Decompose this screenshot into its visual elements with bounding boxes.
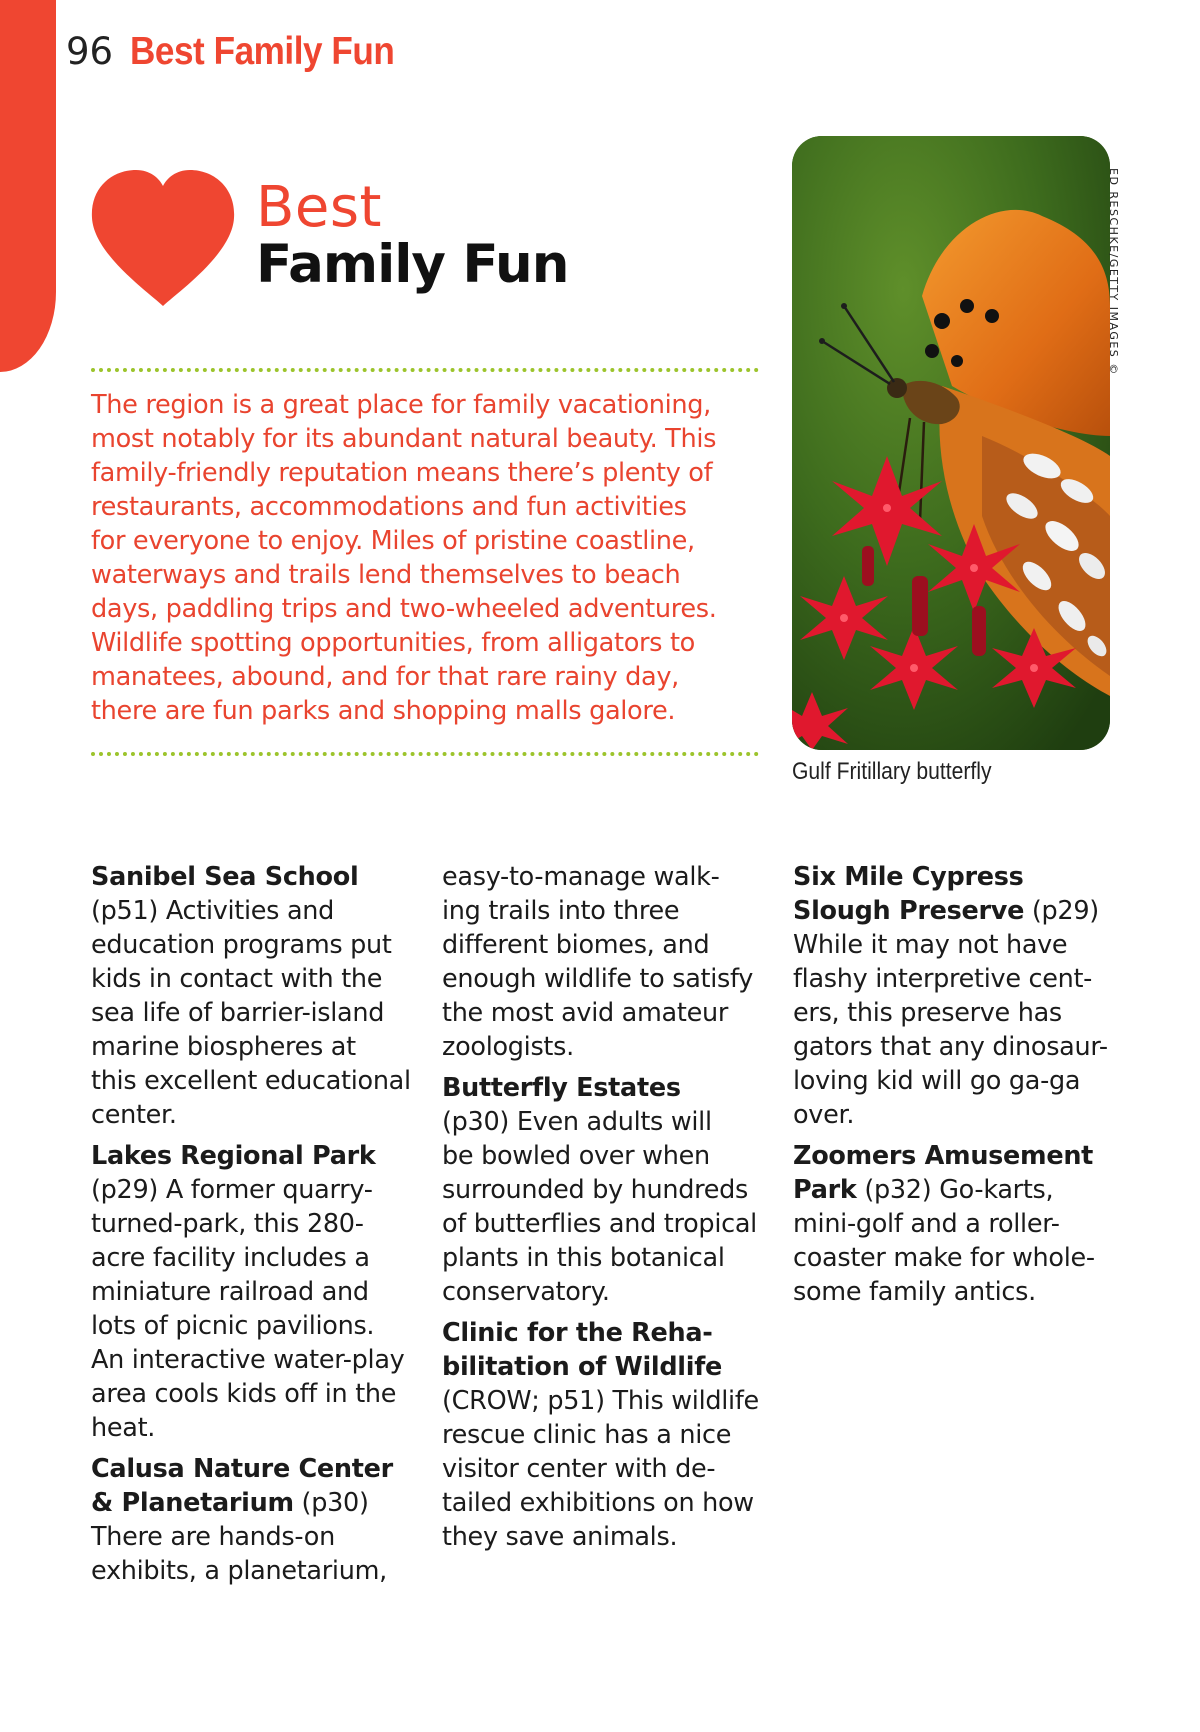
hero-title xyxy=(256,175,569,295)
divider-bottom xyxy=(91,752,759,756)
listing-line xyxy=(793,1139,1123,1173)
listing-line xyxy=(91,1275,431,1309)
venue-description: acre facility includes a xyxy=(91,1243,370,1273)
listing-column-1 xyxy=(91,860,431,1588)
venue-description: ers, this preserve has xyxy=(793,998,1062,1028)
listing-line xyxy=(442,1384,792,1418)
venue-name: Six Mile Cypress xyxy=(793,862,1024,892)
divider-top xyxy=(91,368,759,372)
venue-description: ing trails into three xyxy=(442,896,680,926)
intro-line: manatees, abound, and for that rare rainy day, xyxy=(91,662,679,692)
venue-description: over. xyxy=(793,1100,855,1130)
listing-line xyxy=(793,1241,1123,1275)
venue-description: gators that any dinosaur- xyxy=(793,1032,1108,1062)
page-number: 96 xyxy=(66,30,114,73)
listing-line xyxy=(91,860,431,894)
venue-description: area cools kids off in the xyxy=(91,1379,397,1409)
listing-line xyxy=(442,1275,792,1309)
venue-description: coaster make for whole- xyxy=(793,1243,1095,1273)
venue-description: education programs put xyxy=(91,930,392,960)
listing-line xyxy=(793,1173,1123,1207)
listing-line xyxy=(442,996,792,1030)
venue-description: mini-golf and a roller- xyxy=(793,1209,1060,1239)
intro-paragraph xyxy=(91,388,763,728)
venue-description: miniature railroad and xyxy=(91,1277,369,1307)
listing-line xyxy=(442,1350,792,1384)
listing-line xyxy=(442,1520,792,1554)
venue-description: (p29) A former quarry- xyxy=(91,1175,373,1205)
venue-name: Clinic for the Reha- xyxy=(442,1318,713,1348)
listing-line xyxy=(793,1030,1123,1064)
intro-line: days, paddling trips and two-wheeled adventures. xyxy=(91,594,717,624)
venue-name: Lakes Regional Park xyxy=(91,1141,376,1171)
intro-line: most notably for its abundant natural beauty. This xyxy=(91,424,717,454)
listing-line xyxy=(793,996,1123,1030)
listing-line xyxy=(442,1105,792,1139)
listing-line xyxy=(442,962,792,996)
venue-description: While it may not have xyxy=(793,930,1068,960)
listing-line xyxy=(91,962,431,996)
venue-description: tailed exhibitions on how xyxy=(442,1488,754,1518)
listing-column-3 xyxy=(793,860,1123,1309)
listing-line xyxy=(442,1316,792,1350)
venue-name: Zoomers Amusement xyxy=(793,1141,1094,1171)
venue-description: (p30) Even adults will xyxy=(442,1107,712,1137)
listing-line xyxy=(91,1139,431,1173)
listing-line xyxy=(793,1207,1123,1241)
venue-description: (p30) xyxy=(293,1488,369,1518)
listing-line xyxy=(442,928,792,962)
venue-name: Slough Preserve xyxy=(793,896,1025,926)
venue-description: easy-to-manage walk- xyxy=(442,862,720,892)
entry-gap xyxy=(91,1445,431,1452)
venue-description: exhibits, a planetarium, xyxy=(91,1556,387,1586)
venue-description: (p29) xyxy=(1024,896,1099,926)
listing-line xyxy=(442,1207,792,1241)
venue-description: lots of picnic pavilions. xyxy=(91,1311,375,1341)
intro-line: family-friendly reputation means there’s plenty of xyxy=(91,458,713,488)
intro-line: restaurants, accommodations and fun activities xyxy=(91,492,687,522)
venue-description: this excellent educational xyxy=(91,1066,411,1096)
listing-line xyxy=(442,1139,792,1173)
listing-line xyxy=(793,1098,1123,1132)
venue-description: (CROW; p51) This wildlife xyxy=(442,1386,759,1416)
venue-description: (p51) Activities and xyxy=(91,896,335,926)
venue-description: some family antics. xyxy=(793,1277,1036,1307)
listing-line xyxy=(91,1411,431,1445)
heart-icon xyxy=(90,168,236,308)
intro-line: waterways and trails lend themselves to beach xyxy=(91,560,681,590)
venue-description: enough wildlife to satisfy xyxy=(442,964,754,994)
venue-description: An interactive water-play xyxy=(91,1345,405,1375)
venue-description: kids in contact with the xyxy=(91,964,383,994)
venue-name: & Planetarium xyxy=(91,1488,294,1518)
side-color-tab xyxy=(0,0,56,372)
listing-line xyxy=(91,1098,431,1132)
venue-description: sea life of barrier-island xyxy=(91,998,385,1028)
listing-line xyxy=(442,894,792,928)
listing-line xyxy=(793,928,1123,962)
venue-description: marine biospheres at xyxy=(91,1032,356,1062)
listing-line xyxy=(793,1064,1123,1098)
venue-description: different biomes, and xyxy=(442,930,710,960)
listing-line xyxy=(91,1030,431,1064)
venue-name: Sanibel Sea School xyxy=(91,862,359,892)
venue-name: Butterfly Estates xyxy=(442,1073,681,1103)
listing-line xyxy=(91,1554,431,1588)
listing-line xyxy=(442,1486,792,1520)
hero-title-line1: Best xyxy=(256,175,383,240)
running-title: Best Family Fun xyxy=(130,30,395,73)
venue-description: be bowled over when xyxy=(442,1141,710,1171)
entry-gap xyxy=(793,1132,1123,1139)
listing-line xyxy=(442,1173,792,1207)
entry-gap xyxy=(91,1132,431,1139)
intro-line: there are fun parks and shopping malls galore. xyxy=(91,696,676,726)
venue-description: zoologists. xyxy=(442,1032,574,1062)
listing-line xyxy=(91,928,431,962)
listing-line xyxy=(91,1486,431,1520)
entry-gap xyxy=(442,1309,792,1316)
venue-description: center. xyxy=(91,1100,177,1130)
listing-line xyxy=(793,894,1123,928)
listing-line xyxy=(793,1275,1123,1309)
venue-description: visitor center with de- xyxy=(442,1454,716,1484)
listing-line xyxy=(91,1064,431,1098)
listing-line xyxy=(91,1173,431,1207)
listing-line xyxy=(91,1452,431,1486)
listing-line xyxy=(91,1520,431,1554)
venue-description: surrounded by hundreds xyxy=(442,1175,749,1205)
venue-description: plants in this botanical xyxy=(442,1243,725,1273)
venue-description: There are hands-on xyxy=(91,1522,335,1552)
listing-line xyxy=(793,860,1123,894)
venue-description: they save animals. xyxy=(442,1522,678,1552)
listing-line xyxy=(91,1241,431,1275)
listing-line xyxy=(442,1241,792,1275)
intro-line: for everyone to enjoy. Miles of pristine coastline, xyxy=(91,526,695,556)
listing-line xyxy=(91,1343,431,1377)
intro-line: The region is a great place for family vacationing, xyxy=(91,390,711,420)
venue-description: of butterflies and tropical xyxy=(442,1209,757,1239)
venue-description: (p32) Go-karts, xyxy=(856,1175,1054,1205)
venue-description: conservatory. xyxy=(442,1277,610,1307)
venue-description: rescue clinic has a nice xyxy=(442,1420,732,1450)
listing-line xyxy=(442,1071,792,1105)
venue-description: the most avid amateur xyxy=(442,998,729,1028)
entry-gap xyxy=(442,1064,792,1071)
venue-name: Park xyxy=(793,1175,857,1205)
listing-line xyxy=(91,1309,431,1343)
listing-line xyxy=(442,860,792,894)
listing-line xyxy=(91,996,431,1030)
venue-description: turned-park, this 280- xyxy=(91,1209,364,1239)
venue-description: loving kid will go ga-ga xyxy=(793,1066,1081,1096)
listing-line xyxy=(442,1418,792,1452)
listing-line xyxy=(91,894,431,928)
listing-line xyxy=(793,962,1123,996)
listing-line xyxy=(442,1452,792,1486)
listing-line xyxy=(91,1207,431,1241)
photo-credit: ED RESCHKE/GETTY IMAGES © xyxy=(1107,168,1120,376)
listing-column-2 xyxy=(442,860,792,1554)
venue-name: Calusa Nature Center xyxy=(91,1454,393,1484)
venue-description: flashy interpretive cent- xyxy=(793,964,1093,994)
venue-name: bilitation of Wildlife xyxy=(442,1352,722,1382)
photo-caption: Gulf Fritillary butterfly xyxy=(792,758,992,785)
hero-title-line2: Family Fun xyxy=(256,234,569,295)
page-header xyxy=(66,30,424,80)
intro-line: Wildlife spotting opportunities, from alligators to xyxy=(91,628,695,658)
venue-description: heat. xyxy=(91,1413,156,1443)
butterfly-photo xyxy=(792,136,1110,750)
listing-line xyxy=(91,1377,431,1411)
listing-line xyxy=(442,1030,792,1064)
